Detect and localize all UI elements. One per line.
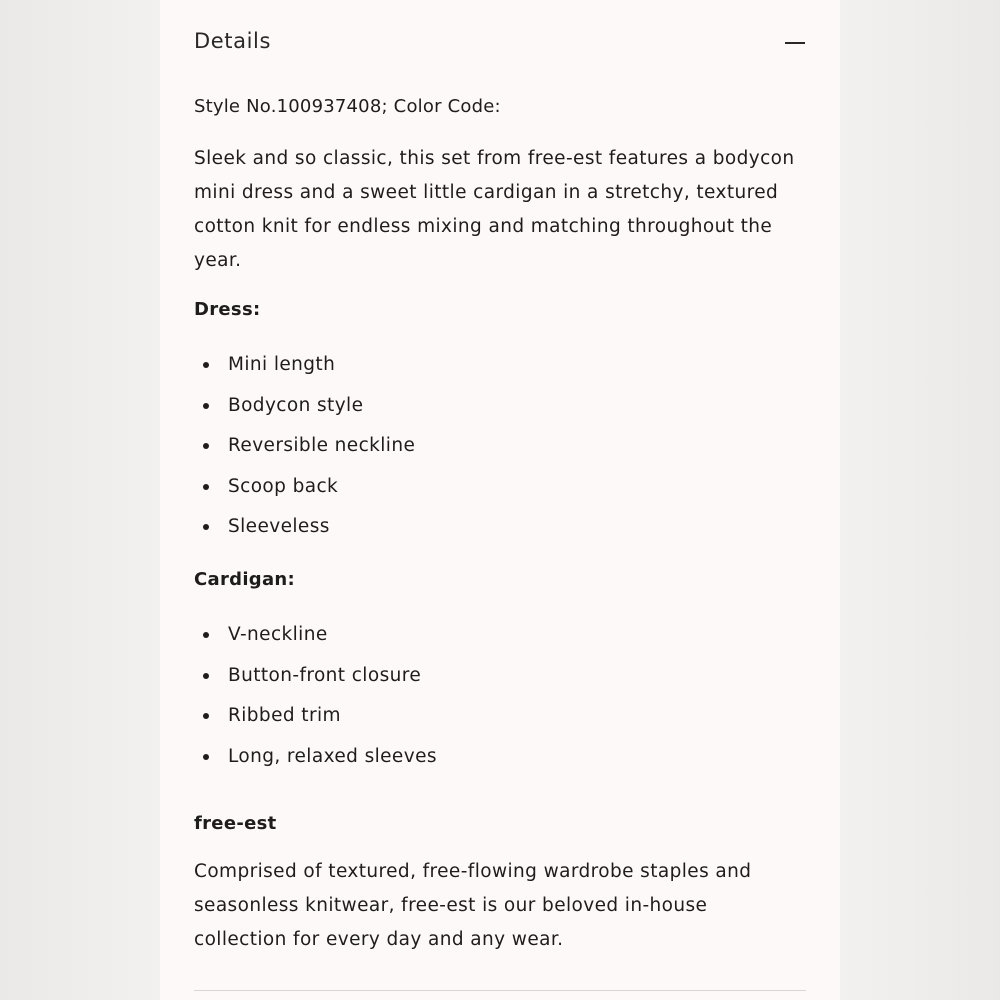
bullet-icon [203,673,209,679]
bullet-icon [203,632,209,638]
bullet-icon [203,754,209,760]
cardigan-features-list [194,615,437,777]
bullet-icon [203,443,209,449]
cardigan-heading: Cardigan: [194,569,296,590]
list-item: Ribbed trim [194,696,437,737]
list-item: Sleeveless [194,507,415,548]
bullet-icon [203,403,209,409]
list-item: Mini length [194,345,415,386]
product-description: Sleek and so classic, this set from free-est features a bodycon mini dress and a sweet little cardigan in a stretchy, textured cotton knit for endless mixing and matching throughout the year. [194,148,795,271]
divider [194,990,806,991]
bullet-icon [203,713,209,719]
list-item: Long, relaxed sleeves [194,737,437,778]
details-accordion-header[interactable] [194,0,806,86]
bullet-icon [203,484,209,490]
minus-icon[interactable] [784,32,806,52]
dress-features-list [194,345,415,548]
bullet-icon [203,362,209,368]
bullet-icon [203,524,209,530]
list-item: Reversible neckline [194,426,415,467]
background-left [0,0,160,1000]
dress-heading: Dress: [194,299,261,320]
list-item: Bodycon style [194,386,415,427]
brand-heading: free-est [194,813,277,834]
list-item: Scoop back [194,467,415,508]
list-item: V-neckline [194,615,437,656]
background-right [840,0,1000,1000]
list-item: Button-front closure [194,656,437,697]
style-number-line: Style No.100937408; Color Code: [194,96,501,117]
brand-description: Comprised of textured, free-flowing wardrobe staples and seasonless knitwear, free-est is our beloved in-house collection for every day and any wear. [194,861,752,950]
details-title: Details [194,29,272,53]
